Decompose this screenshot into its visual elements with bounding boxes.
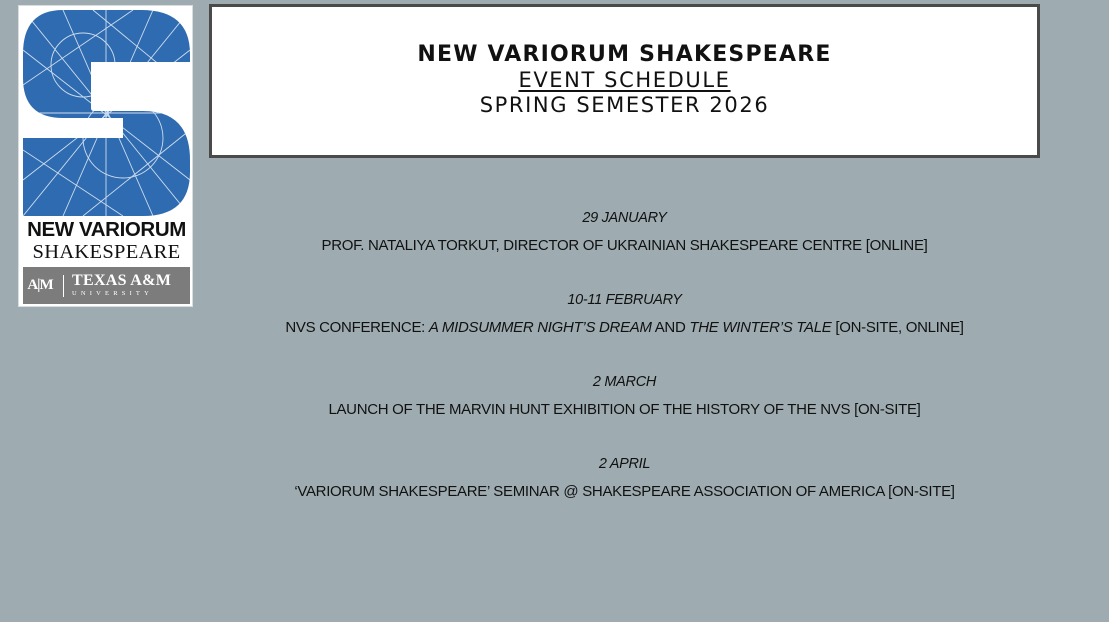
event-date: 2 APRIL [598,456,651,472]
event-description [209,482,1040,502]
logo-wordmark-line2: SHAKESPEARE [32,241,181,263]
event-description-text: ‘VARIORUM SHAKESPEARE’ SEMINAR @ SHAKESPEARE ASSOCIATION OF AMERICA [ON-SITE] [294,483,955,500]
play-title: A MIDSUMMER NIGHT’S DREAM [428,319,652,336]
atm-icon: A|M [27,277,53,293]
texas-am-badge [23,267,190,304]
play-title: THE WINTER’S TALE [689,319,832,336]
event-description [209,236,1040,256]
event-description [209,318,1040,338]
event-description-text: PROF. NATALIYA TORKUT, DIRECTOR OF UKRAINIAN SHAKESPEARE CENTRE [ONLINE] [321,237,928,254]
event-date: 10-11 FEBRUARY [567,292,682,308]
event-item [209,208,1040,290]
event-list [209,208,1040,536]
page-title: NEW VARIORUM SHAKESPEARE [417,42,832,67]
event-item [209,290,1040,372]
page-term: SPRING SEMESTER 2026 [479,93,770,117]
page-subtitle: EVENT SCHEDULE [518,68,731,92]
badge-divider [63,275,64,297]
event-description [209,400,1040,420]
institution-sub: UNIVERSITY [72,290,153,297]
event-description-text: NVS CONFERENCE: [285,319,429,336]
institution-names [72,273,171,298]
nvs-s-emblem-icon [23,10,190,216]
schedule-header [209,4,1040,158]
nvs-logo [18,5,193,307]
event-description-text: LAUNCH OF THE MARVIN HUNT EXHIBITION OF THE HISTORY OF THE NVS [ON-SITE] [328,401,921,418]
event-description-text: AND [651,319,690,336]
event-description-text: [ON-SITE, ONLINE] [831,319,964,336]
event-date: 29 JANUARY [582,210,667,226]
institution-name: TEXAS A&M [72,272,172,289]
logo-wordmark-line1: NEW VARIORUM [27,218,186,241]
event-date: 2 MARCH [592,374,657,390]
event-item [209,454,1040,536]
event-item [209,372,1040,454]
